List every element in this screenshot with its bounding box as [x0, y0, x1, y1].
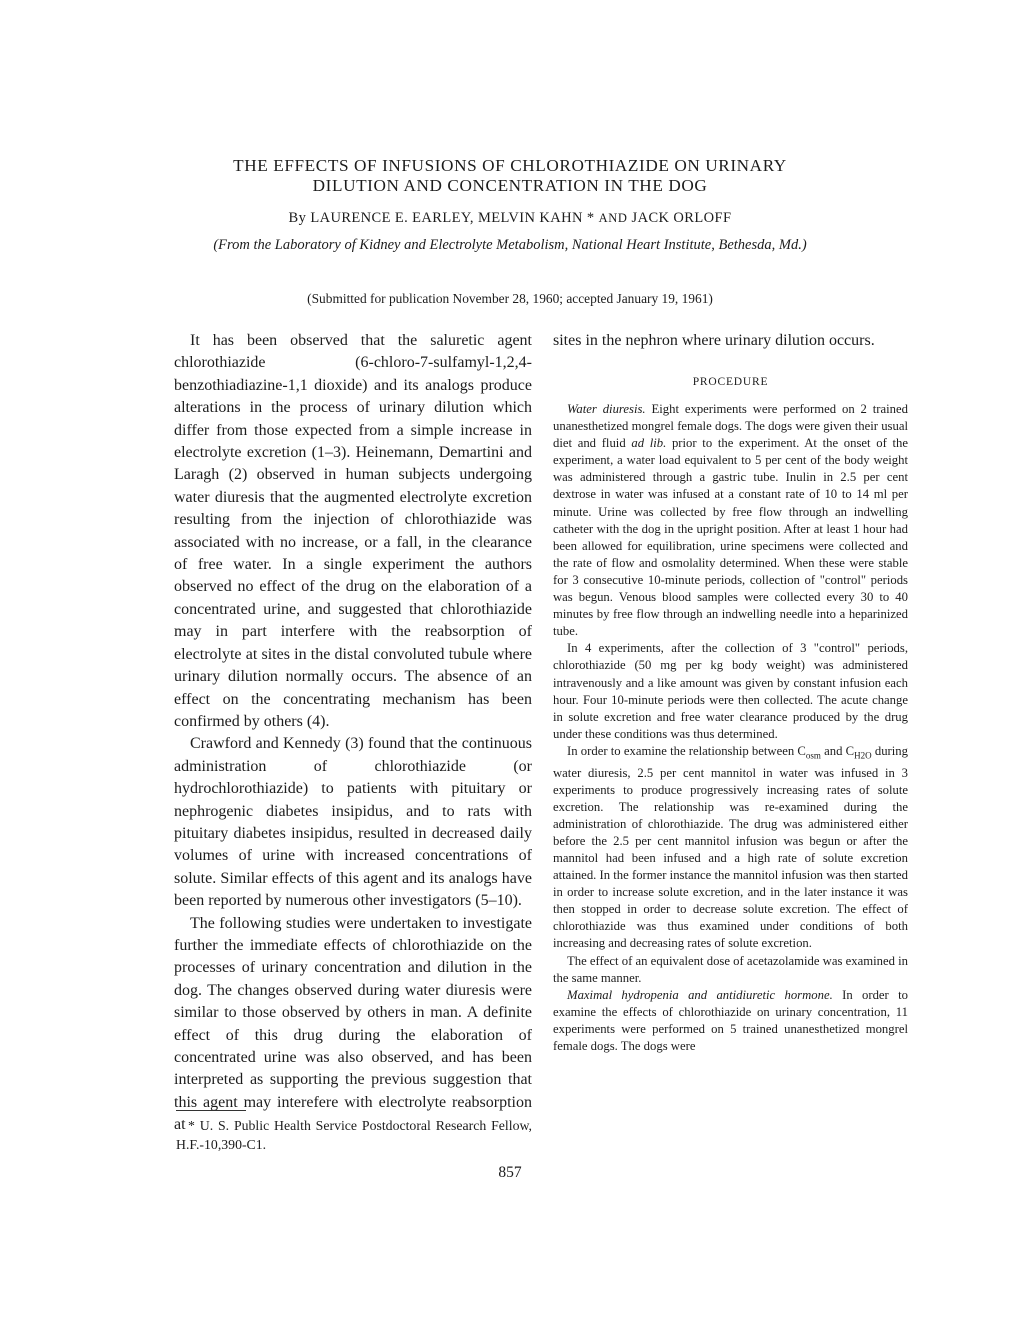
right-column-lead: sites in the nephron where urinary dilution occurs. — [553, 332, 875, 349]
right-column — [553, 401, 908, 1055]
title-line-1: THE EFFECTS OF INFUSIONS OF CHLOROTHIAZIDE ON URINARY — [233, 156, 787, 175]
procedure-paragraph: Maximal hydropenia and antidiuretic hormone. In order to examine the effects of chlorothiazide on urinary concentration, 11 experiments were performed on 5 trained unanesthetized mongrel female dogs. The dogs were — [553, 987, 908, 1053]
left-column — [174, 330, 532, 1137]
procedure-paragraph: In order to examine the relationship between $C_{osm}$ and $C_{H2O}$ during water diuresis, 2.5 per cent mannitol in water was infused in 3 experiments to produce progressively increasing rates of solute excretion. The relationship was re-examined during the administration of chlorothiazide. The drug was administered either before the 2.5 per cent mannitol infusion was begun or after the mannitol had been infused and a high rate of solute excretion attained. In the former instance the mannitol infusion was then started in order to increase solute excretion, and in the later instance it was then stopped in order to decrease solute excretion. The effect of chlorothiazide was thus examined under conditions of both increasing and decreasing rates of solute excretion. — [553, 743, 908, 951]
body-paragraph: Crawford and Kennedy (3) found that the continuous administration of chlorothiazide (or hydrochlorothiazide) to patients with pituitary or nephrogenic diabetes insipidus, and to rats with pituitary diabetes insipidus, resulted in decreased daily volumes of urine with increased concentrations of solute. Similar effects of this agent and its analogs have been reported by numerous other investigators (5–10). — [174, 735, 532, 910]
title-line-2: DILUTION AND CONCENTRATION IN THE DOG — [312, 176, 708, 195]
article-title — [150, 156, 870, 196]
procedure-paragraph: In 4 experiments, after the collection of 3 "control" periods, chlorothiazide (50 mg per kg body weight) was administered intravenously and a like amount was given by constant infusion each hour. Four 10-minute periods were then collected. The acute change in solute excretion and free water clearance produced by the drug under these conditions was thus determined. — [553, 641, 908, 741]
procedure-paragraph: Water diuresis. Eight experiments were performed on 2 trained unanesthetized mongrel female dogs. The dogs were given their usual diet and fluid ad lib. prior to the experiment. At the onset of the experiment, a water load equivalent to 5 per cent of the body weight was administered through a gastric tube. Inulin in 2.5 per cent dextrose in water was infused at a constant rate of 10 to 14 ml per minute. Urine was collected by free flow through an indwelling catheter with the dog in the upright position. After at least 1 hour had been allowed for equilibration, urine specimens were collected and the rate of flow and osmolality determined. When these were stable for 3 consecutive 10-minute periods, collection of "control" periods was begun. Venous blood samples were collected every 30 to 40 minutes by free flow through an indwelling needle into a heparinized tube. — [553, 402, 908, 639]
submission-dates: (Submitted for publication November 28, 1960; accepted January 19, 1961) — [307, 291, 713, 306]
page-number: 857 — [498, 1164, 522, 1181]
body-paragraph: It has been observed that the saluretic agent chlorothiazide (6-chloro-7-sulfamyl-1,2,4-benzothiadiazine-1,1 dioxide) and its analogs produce alterations in the process of urinary dilution which differ from those expected from a simple increase in electrolyte excretion (1–3). Heinemann, Demartini and Laragh (2) observed in human subjects undergoing water diuresis that the augmented electrolyte excretion resulting from the injection of chlorothiazide was associated with no increase, or a fall, in the clearance of free water. In a single experiment the authors observed no effect of the drug on the elaboration of a concentrated urine, and suggested that chlorothiazide may in part interfere with the reabsorption of electrolyte at sites in the distal convoluted tubule where urinary dilution normally occurs. The absence of an effect on the concentrating mechanism has been confirmed by others (4). — [174, 332, 532, 730]
byline-by: By — [288, 210, 307, 226]
footnote: * U. S. Public Health Service Postdoctoral Research Fellow, H.F.-10,390-C1. — [176, 1118, 532, 1152]
subheading-maximal-hydropenia: Maximal hydropenia and antidiuretic hormone. — [567, 987, 833, 1002]
affiliation: (From the Laboratory of Kidney and Electrolyte Metabolism, National Heart Institute, Bethesda, Md.) — [213, 237, 807, 253]
subheading-water-diuresis: Water diuresis. — [567, 402, 646, 416]
byline-authors: LAURENCE E. EARLEY, MELVIN KAHN — [310, 210, 583, 226]
section-heading-procedure: PROCEDURE — [692, 376, 769, 388]
byline-and: AND — [598, 211, 628, 225]
byline-footnote-marker: * — [582, 210, 595, 226]
procedure-paragraph: The effect of an equivalent dose of acetazolamide was examined in the same manner. — [553, 953, 908, 985]
footnote-divider — [176, 1110, 246, 1111]
body-paragraph: The following studies were undertaken to investigate further the immediate effects of chlorothiazide on the processes of urinary concentration and dilution in the dog. The changes observed during water diuresis were similar to those observed by others in man. A definite effect of this drug during the elaboration of concentrated urine was also observed, and has been interpreted as supporting the previous suggestion that this agent may interefere with electrolyte reabsorption at — [174, 914, 532, 1134]
author-byline — [150, 210, 870, 227]
byline-last-author: JACK ORLOFF — [631, 210, 732, 226]
